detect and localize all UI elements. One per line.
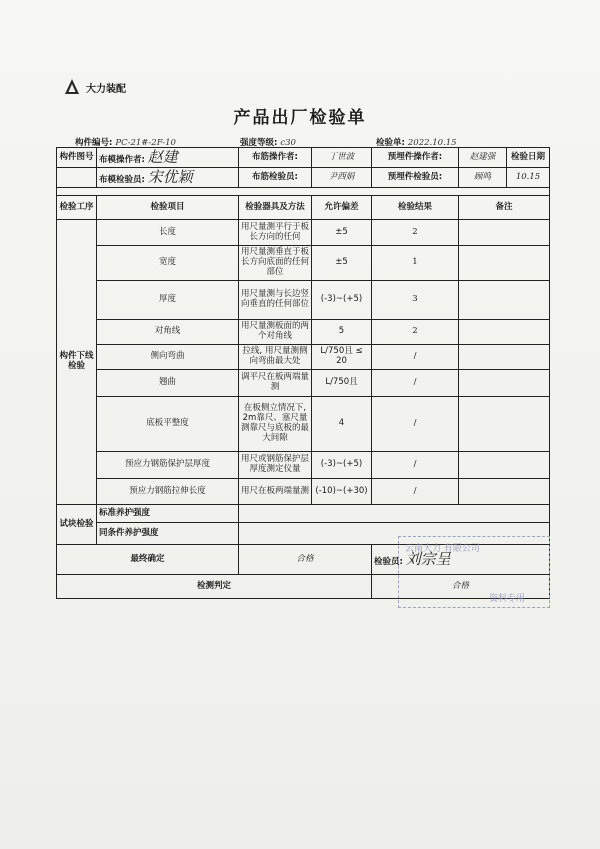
company-name: 大力装配 — [86, 83, 126, 95]
row-tool: 用尺量测平行于板长方向的任何 — [239, 220, 312, 246]
row-tool: 用尺量测与长边竖向垂直的任何部位 — [239, 281, 312, 320]
row-tolerance: (-3)~(+5) — [312, 452, 372, 479]
strength-grade: 强度等级: c30 — [240, 138, 296, 148]
company-logo — [64, 78, 126, 96]
page-title: 产品出厂检验单 — [233, 108, 367, 128]
row-tool: 用尺量测板面的两个对角线 — [239, 320, 312, 345]
company-stamp: 云南大力 有限公司 资料专用 — [398, 536, 550, 608]
row-tolerance: L/750且 ≤ 20 — [312, 345, 372, 370]
inspection-date-value: 10.15 — [507, 168, 550, 188]
row-item: 宽度 — [97, 246, 239, 281]
embed-operator-signature: 赵建强 — [459, 148, 507, 168]
trial-label: 试块检验 — [57, 505, 97, 545]
row-remark — [459, 345, 550, 370]
row-tool: 拉线, 用尺量测侧向弯曲最大处 — [239, 345, 312, 370]
table-row — [57, 397, 550, 452]
final-value: 合格 — [239, 545, 372, 575]
row-result: / — [372, 479, 459, 505]
component-no-value: PC-21#-2F-10 — [115, 138, 176, 148]
mold-inspector-signature: 宋优颖 — [147, 167, 193, 186]
inspection-no: 检验单: 2022.10.15 — [376, 138, 457, 148]
row-remark — [459, 397, 550, 452]
row-item: 长度 — [97, 220, 239, 246]
row-result: / — [372, 397, 459, 452]
row-item: 翘曲 — [97, 370, 239, 397]
row-tolerance: (-3)~(+5) — [312, 281, 372, 320]
col-item: 检验项目 — [97, 196, 239, 220]
inspection-date-label: 检验日期 — [507, 148, 550, 168]
rebar-inspector-label: 布筋检验员: — [239, 168, 312, 188]
table-row — [57, 370, 550, 397]
triangle-logo-icon — [64, 78, 80, 96]
row-remark — [459, 370, 550, 397]
table-row — [57, 246, 550, 281]
component-no: 构件编号: PC-21#-2F-10 — [75, 138, 176, 148]
row-tolerance: 4 — [312, 397, 372, 452]
strength-value: c30 — [280, 138, 296, 148]
rebar-inspector-signature: 尹西娟 — [312, 168, 372, 188]
row-result: 2 — [372, 220, 459, 246]
row-tool: 在板侧立情况下, 2m靠尺、塞尺量测靠尺与底板的最大间隙 — [239, 397, 312, 452]
table-row — [57, 452, 550, 479]
judgement-label: 检测判定 — [57, 575, 372, 599]
row-tool: 用尺在板两端量测 — [239, 479, 312, 505]
row-tool: 用尺或钢筋保护层厚度测定仪量 — [239, 452, 312, 479]
rebar-operator-signature: 丁世波 — [312, 148, 372, 168]
row-result: / — [372, 452, 459, 479]
col-tolerance: 允许偏差 — [312, 196, 372, 220]
trial-same-condition-label: 同条件养护强度 — [97, 523, 239, 545]
final-inspector-signature: 刘宗呈 — [405, 549, 451, 568]
row-item: 预应力钢筋拉伸长度 — [97, 479, 239, 505]
row-tolerance: L/750且 — [312, 370, 372, 397]
final-inspector-cell: 检验员: 刘宗呈 — [372, 545, 550, 575]
mold-inspector-cell: 布模检验员: 宋优颖 — [97, 168, 239, 188]
col-remark: 备注 — [459, 196, 550, 220]
row-remark — [459, 281, 550, 320]
row-remark — [459, 479, 550, 505]
embed-inspector-signature: 顾鸣 — [459, 168, 507, 188]
table-row — [57, 345, 550, 370]
row-item: 底板平整度 — [97, 397, 239, 452]
process-group-label: 构件下线检验 — [57, 220, 97, 505]
row-tool: 用尺量测垂直于板长方向底面的任何部位 — [239, 246, 312, 281]
embed-operator-label: 预埋件操作者: — [372, 148, 459, 168]
inspection-no-value: 2022.10.15 — [407, 138, 457, 148]
row-remark — [459, 452, 550, 479]
row-result: / — [372, 370, 459, 397]
row-tolerance: ±5 — [312, 220, 372, 246]
row-tolerance: ±5 — [312, 246, 372, 281]
embed-inspector-label: 预埋件检验员: — [372, 168, 459, 188]
col-process: 检验工序 — [57, 196, 97, 220]
mold-operator-signature: 赵建 — [147, 147, 178, 166]
row-tolerance: 5 — [312, 320, 372, 345]
row-item: 预应力钢筋保护层厚度 — [97, 452, 239, 479]
table-row — [57, 320, 550, 345]
row-remark — [459, 220, 550, 246]
table-row — [57, 479, 550, 505]
table-row — [57, 220, 550, 246]
inspection-table — [56, 147, 550, 599]
row-result: 1 — [372, 246, 459, 281]
rebar-operator-label: 布筋操作者: — [239, 148, 312, 168]
table-row — [57, 281, 550, 320]
row-remark — [459, 320, 550, 345]
col-tool: 检验器具及方法 — [239, 196, 312, 220]
row-tool: 调平尺在板两端量测 — [239, 370, 312, 397]
col-result: 检验结果 — [372, 196, 459, 220]
judgement-value: 合格 — [372, 575, 550, 599]
drawing-no-label: 构件图号 — [57, 148, 97, 168]
row-item: 侧向弯曲 — [97, 345, 239, 370]
final-label: 最终确定 — [57, 545, 239, 575]
trial-standard-label: 标准养护强度 — [97, 505, 239, 523]
row-result: 2 — [372, 320, 459, 345]
row-item: 对角线 — [97, 320, 239, 345]
row-tolerance: (-10)~(+30) — [312, 479, 372, 505]
mold-operator-cell: 布模操作者: 赵建 — [97, 148, 239, 168]
row-result: 3 — [372, 281, 459, 320]
row-remark — [459, 246, 550, 281]
row-result: / — [372, 345, 459, 370]
row-item: 厚度 — [97, 281, 239, 320]
